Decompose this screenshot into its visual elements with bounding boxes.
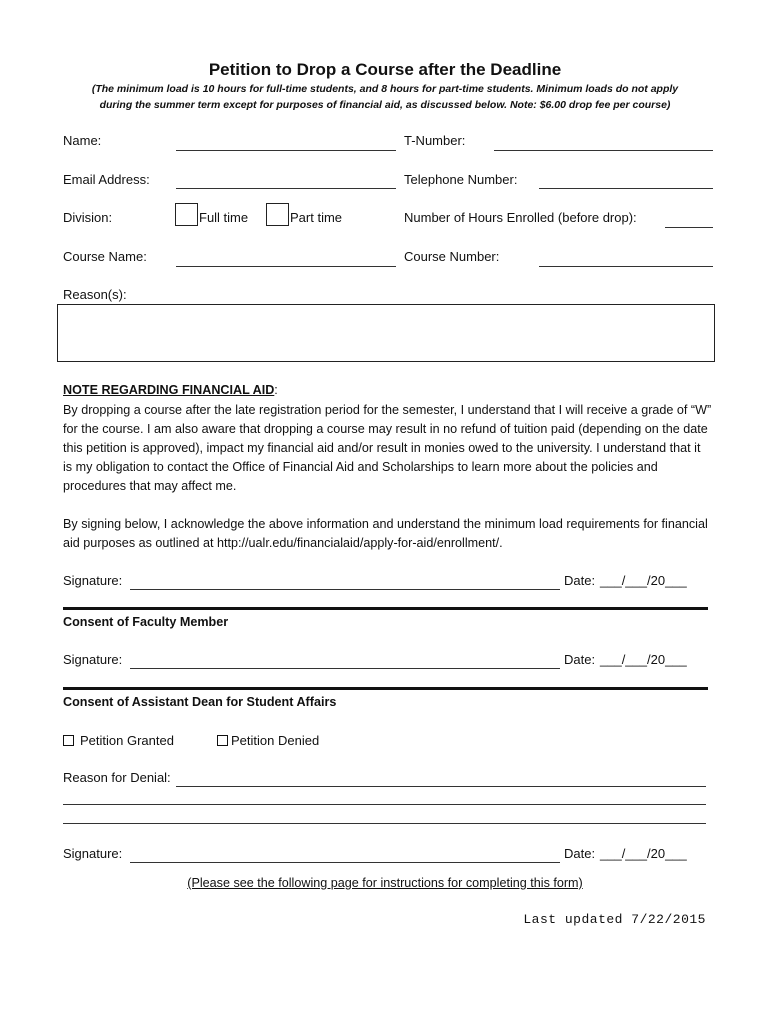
- financial-aid-heading: [63, 383, 278, 397]
- petition-denied-option[interactable]: [217, 733, 319, 748]
- student-date-label: Date:: [564, 573, 596, 588]
- email-label: Email Address:: [63, 172, 150, 187]
- financial-aid-heading-colon: :: [274, 383, 278, 397]
- course-name-field[interactable]: [176, 266, 396, 267]
- last-updated: Last updated 7/22/2015: [523, 912, 706, 927]
- telephone-label: Telephone Number:: [404, 172, 518, 187]
- division-label: Division:: [63, 210, 113, 225]
- faculty-date-label: Date:: [564, 652, 596, 667]
- instructions-note: (Please see the following page for instructions for completing this form): [187, 876, 583, 890]
- section-divider-1: [63, 607, 708, 610]
- hours-enrolled-label: Number of Hours Enrolled (before drop):: [404, 210, 637, 225]
- dean-signature-label: Signature:: [63, 846, 123, 861]
- financial-aid-body: By dropping a course after the late registration period for the semester, I understand that I will receive a grade of “W” for the course. I am also aware that dropping a course may result in no refund of tuition paid (depending on the date this petition is approved), impact my financial aid and/or result in monies owed to the university. I understand that it is my obligation to contact the Office of Financial Aid and Scholarships to learn more about the policies and procedures that may affect me.: [63, 403, 712, 493]
- student-signature-label: Signature:: [63, 573, 123, 588]
- name-field[interactable]: [176, 150, 396, 151]
- section-divider-2: [63, 687, 708, 690]
- financial-aid-heading-text: NOTE REGARDING FINANCIAL AID: [63, 383, 275, 397]
- faculty-signature-field[interactable]: [130, 668, 560, 669]
- full-time-label: Full time: [199, 210, 249, 225]
- dean-date-field[interactable]: ___/___/20___: [600, 846, 687, 861]
- form-subtitle-line-2: during the summer term except for purposes of financial aid, as discussed below. Note: $6.00 drop fee per course): [99, 99, 671, 111]
- dean-consent-heading: Consent of Assistant Dean for Student Affairs: [63, 695, 337, 709]
- course-number-label: Course Number:: [404, 249, 500, 264]
- faculty-date-field[interactable]: ___/___/20___: [600, 652, 687, 667]
- reasons-textarea[interactable]: [57, 304, 715, 362]
- reason-denial-field-1[interactable]: [176, 786, 706, 787]
- telephone-field[interactable]: [539, 188, 713, 189]
- form-subtitle-line-1: (The minimum load is 10 hours for full-time students, and 8 hours for part-time students. Minimum loads do not apply: [91, 83, 679, 95]
- form-title: Petition to Drop a Course after the Deadline: [208, 60, 562, 79]
- petition-denied-checkbox[interactable]: [217, 735, 228, 746]
- reason-denial-label: Reason for Denial:: [63, 770, 171, 785]
- part-time-label: Part time: [290, 210, 343, 225]
- dean-date-label: Date:: [564, 846, 596, 861]
- name-label: Name:: [63, 133, 102, 148]
- petition-granted-label: Petition Granted: [80, 733, 174, 748]
- faculty-consent-heading: Consent of Faculty Member: [63, 615, 229, 629]
- petition-denied-label: Petition Denied: [231, 733, 320, 748]
- t-number-label: T-Number:: [404, 133, 466, 148]
- part-time-checkbox[interactable]: [266, 203, 289, 226]
- petition-granted-option[interactable]: [63, 733, 174, 748]
- course-number-field[interactable]: [539, 266, 713, 267]
- hours-enrolled-field[interactable]: [665, 227, 713, 228]
- reason-denial-field-2[interactable]: [63, 804, 706, 805]
- dean-signature-field[interactable]: [130, 862, 560, 863]
- full-time-checkbox[interactable]: [175, 203, 198, 226]
- petition-granted-checkbox[interactable]: [63, 735, 74, 746]
- student-signature-field[interactable]: [130, 589, 560, 590]
- t-number-field[interactable]: [494, 150, 713, 151]
- reasons-label: Reason(s):: [63, 287, 127, 302]
- faculty-signature-label: Signature:: [63, 652, 123, 667]
- course-name-label: Course Name:: [63, 249, 147, 264]
- reason-denial-field-3[interactable]: [63, 823, 706, 824]
- acknowledge-text: By signing below, I acknowledge the above information and understand the minimum load requirements for financial aid purposes as outlined at http://ualr.edu/financialaid/apply-for-aid/enrollment/.: [63, 517, 708, 550]
- email-field[interactable]: [176, 188, 396, 189]
- student-date-field[interactable]: ___/___/20___: [600, 573, 687, 588]
